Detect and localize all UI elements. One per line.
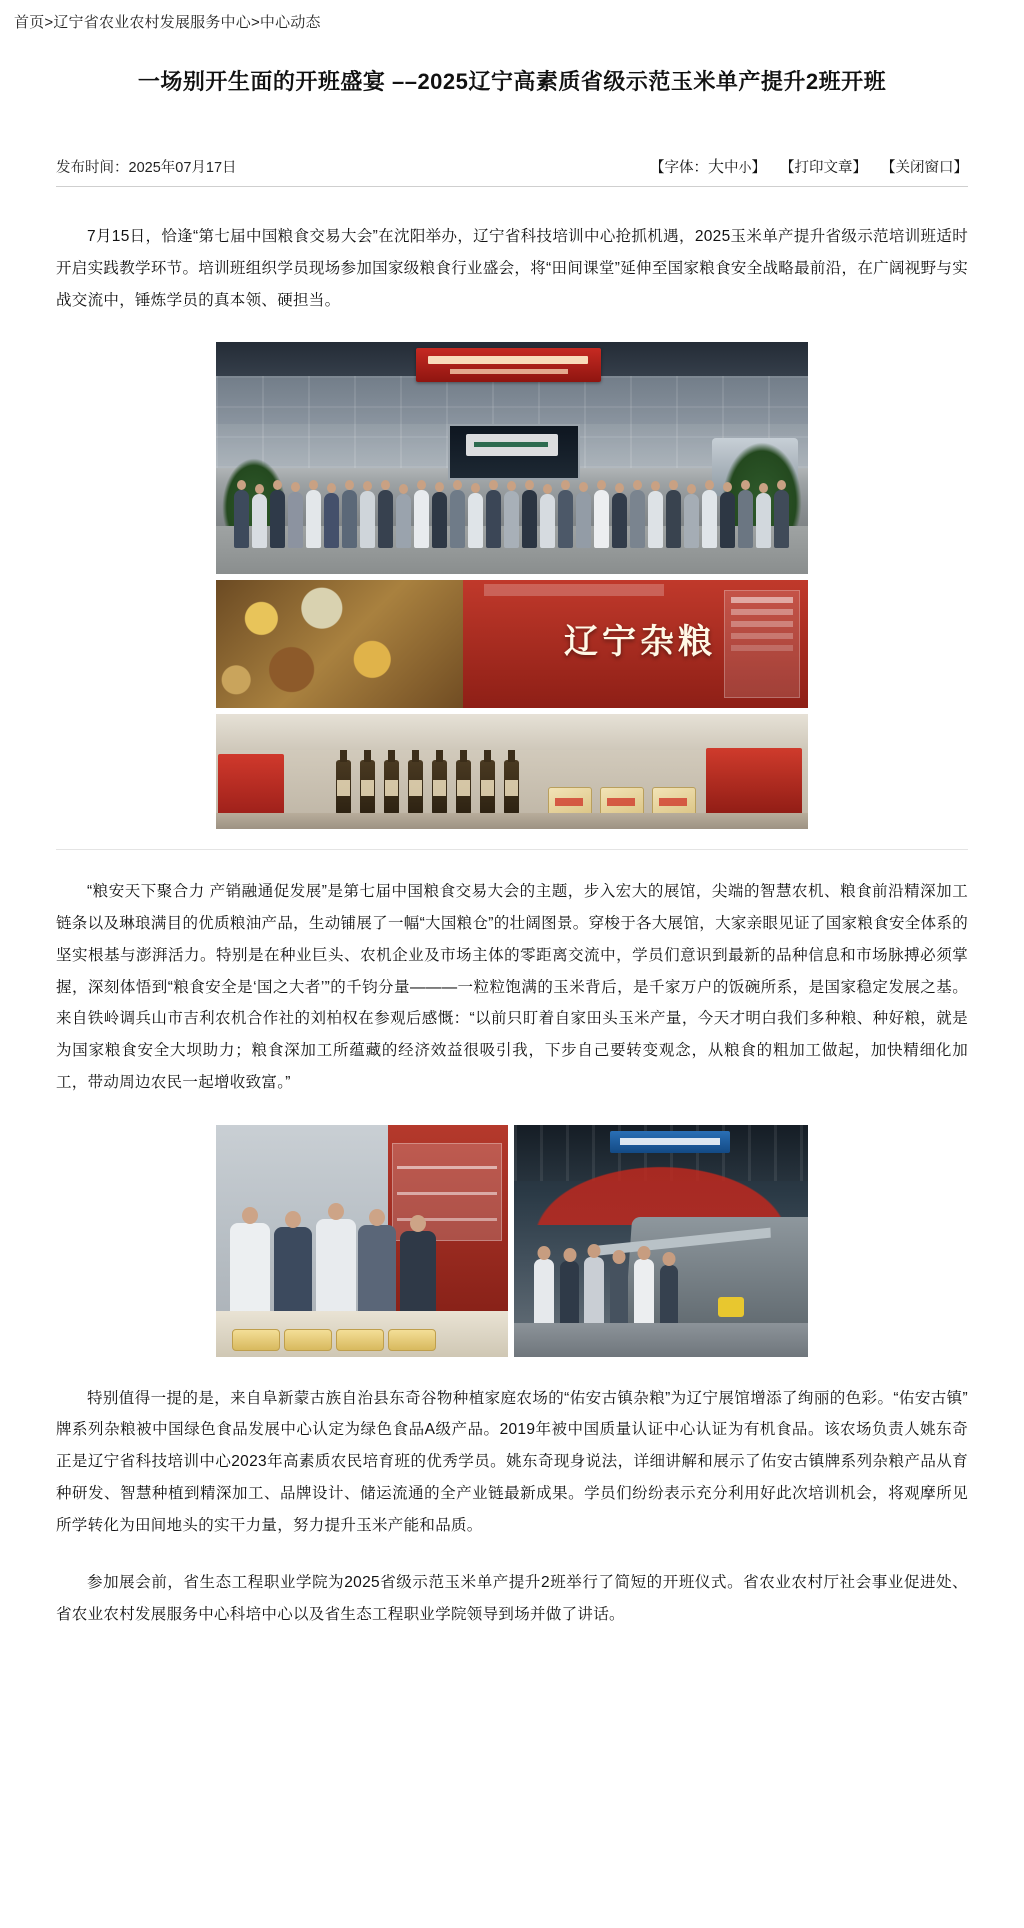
figure-group-2 [56, 1125, 968, 1357]
grain-oil-product-display-table [216, 714, 808, 829]
page-title-wrap [0, 43, 1024, 108]
close-window-link[interactable]: 【关闭窗口】 [881, 160, 968, 176]
assorted-grains-graphic [216, 580, 468, 708]
info-panel [724, 590, 800, 698]
hall-banner-sign [416, 348, 601, 382]
article-tools [650, 154, 968, 177]
section-divider [56, 849, 968, 850]
exhibition-header-strip [484, 584, 664, 596]
font-size-large[interactable]: 大 [707, 159, 724, 176]
font-size-group [650, 154, 766, 177]
exhibition-wall-title: 辽宁杂粮 [564, 622, 716, 663]
photo-stack-1 [216, 342, 808, 829]
font-size-small[interactable]: 小 [738, 160, 752, 175]
red-gift-box-right [706, 748, 802, 818]
font-size-label: 【字体： [649, 160, 708, 176]
machine-yellow-part [718, 1297, 744, 1317]
hall-floor [514, 1323, 808, 1357]
page-title: 一场别开生面的开班盛宴 ––2025辽宁高素质省级示范玉米单产提升2班开班 [137, 69, 887, 94]
paragraph-4: 参加展会前，省生态工程职业学院为2025省级示范玉米单产提升2班举行了简短的开班仪式。省农业农村厅社会事业促进处、省农业农村发展服务中心科培中心以及省生态工程职业学院领导到场并做了讲话。 [56, 1574, 968, 1624]
oil-bottle-row [336, 744, 546, 814]
print-article-link[interactable]: 【打印文章】 [780, 160, 867, 176]
photo-row-2 [216, 1125, 808, 1357]
red-gift-box-left [218, 754, 284, 816]
paragraph-3: 特别值得一提的是，来自阜新蒙古族自治县东奇谷物种植家庭农场的“佑安古镇杂粮”为辽宁展馆增添了绚丽的色彩。“佑安古镇”牌系列杂粮被中国绿色食品发展中心认定为绿色食品A级产品。2019年被中国质量认证中心认证为有机食品。该农场负责人姚东奇正是辽宁省科技培训中心2023年高素质农民培育班的优秀学员。姚东奇现身说法，详细讲解和展示了佑安古镇牌系列杂粮产品从育种研发、智慧种植到精深加工、品牌设计、储运流通的全产业链最新成果。学员们纷纷表示充分利用好此次培训机会，将观摩所见所学转化为田间地头的实干力量，努力提升玉米产能和品质。 [56, 1389, 968, 1534]
font-size-bracket-close: 】 [751, 160, 766, 176]
group-photo-exhibition-entrance [216, 342, 808, 574]
red-arch-decor [514, 1155, 808, 1225]
article-meta-bar [56, 154, 968, 187]
booth-visit-corn-products [216, 1125, 508, 1357]
paragraph-1: 7月15日，恰逢“第七届中国粮食交易大会”在沈阳举办，辽宁省科技培训中心抢抓机遇，2025玉米单产提升省级示范培训班适时开启实践教学环节。培训班组织学员现场参加国家级粮食行业盛会，将“田间课堂”延伸至国家粮食安全战略最前沿，在广阔视野与实战交流中，锤炼学员的真本领、硬担当。 [56, 228, 968, 309]
trainee-group [216, 464, 808, 548]
corn-sample-row [232, 1321, 432, 1351]
publish-time: 发布时间：2025年07月17日 [56, 160, 237, 176]
liaoning-grain-exhibition-wall [216, 580, 808, 708]
hall-logo-sign [466, 434, 558, 456]
smart-agricultural-machinery-hall [514, 1125, 808, 1357]
breadcrumb[interactable] [0, 0, 1024, 43]
product-shelf [392, 1143, 502, 1241]
breadcrumb-text[interactable]: 首页>辽宁省农业农村发展服务中心>中心动态 [14, 14, 321, 31]
hall-signboard [610, 1131, 730, 1153]
article-body [0, 221, 1024, 1631]
paragraph-2: “粮安天下聚合力 产销融通促发展”是第七届中国粮食交易大会的主题，步入宏大的展馆，尖端的智慧农机、粮食前沿精深加工链条以及琳琅满目的优质粮油产品，生动铺展了一幅“大国粮仓”的壮阔图景。穿梭于各大展馆，大家亲眼见证了国家粮食安全体系的坚实根基与澎湃活力。特别是在种业巨头、农机企业及市场主体的零距离交流中，学员们意识到最新的品种信息和市场脉搏必须掌握，深刻体悟到“粮食安全是‘国之大者’”的千钧分量———一粒粒饱满的玉米背后，是千家万户的饭碗所系，是国家稳定发展之基。来自铁岭调兵山市吉利农机合作社的刘柏权在参观后感慨：“以前只盯着自家田头玉米产量，今天才明白我们多种粮、种好粮，就是为国家粮食安全大坝助力；粮食深加工所蕴藏的经济效益很吸引我，下步自己要转变观念，从粮食的粗加工做起，加快精细化加工，带动周边农民一起增收致富。” [56, 883, 968, 1091]
table-cloth [216, 813, 808, 829]
font-size-medium[interactable]: 中 [723, 160, 739, 176]
figure-group-1 [56, 342, 968, 829]
